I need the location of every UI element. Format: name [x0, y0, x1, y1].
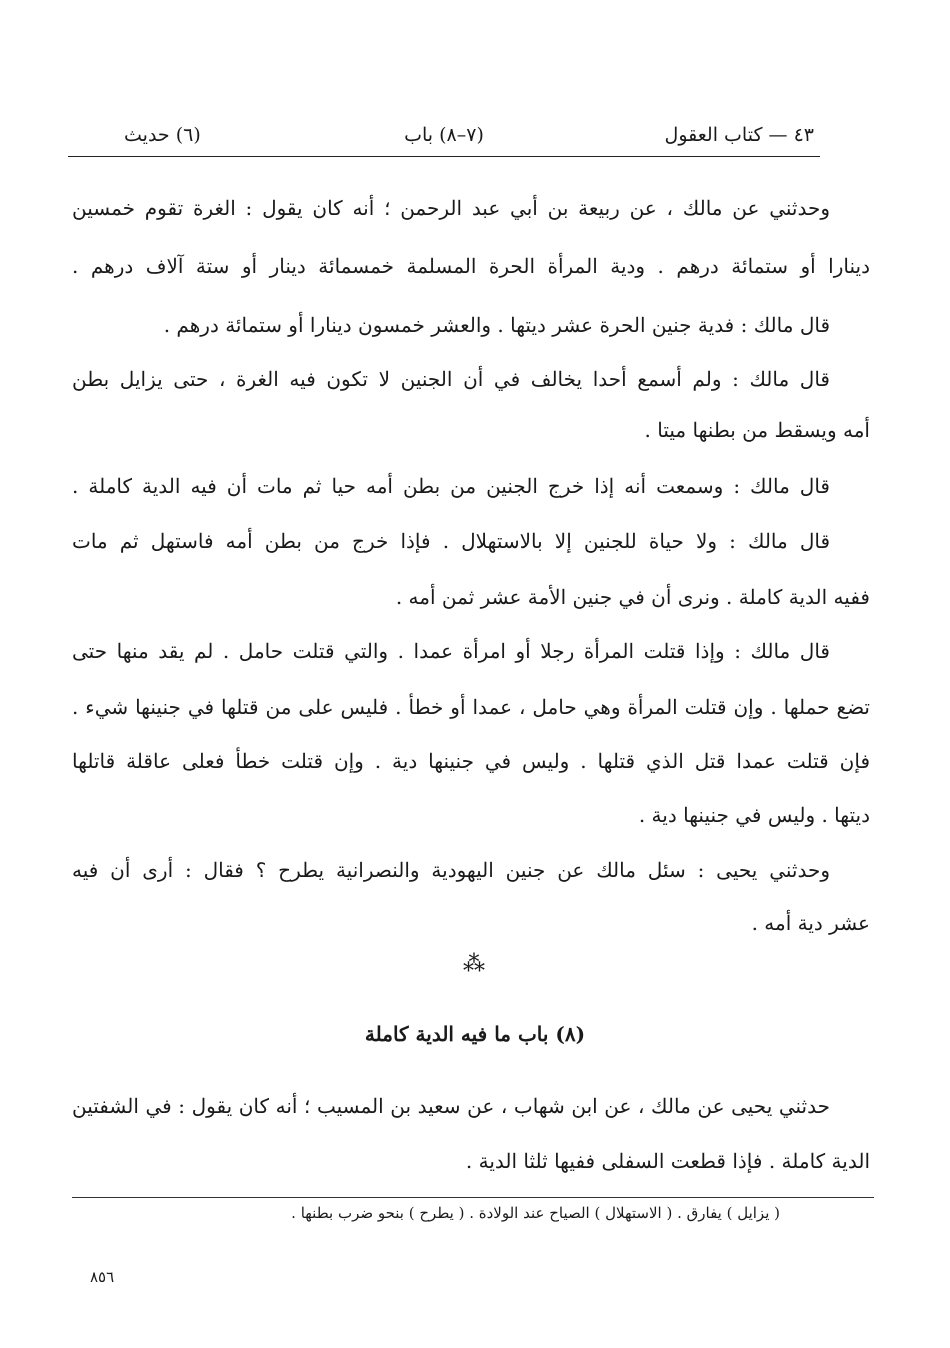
- header-book-title: ٤٣ — كتاب العقول: [664, 124, 814, 146]
- text-line: قال مالك : ولم أسمع أحدا يخالف في أن الجنين لا تكون فيه الغرة ، حتى يزايل بطن: [72, 367, 830, 391]
- section-ornament: ⁂: [463, 952, 487, 977]
- page-header: [68, 120, 820, 157]
- text-line: قال مالك : وسمعت أنه إذا خرج الجنين من بطن أمه حيا ثم مات أن فيه الدية كاملة .: [72, 474, 830, 498]
- text-line: عشر دية أمه .: [751, 911, 870, 935]
- text-line: تضع حملها . وإن قتلت المرأة وهي حامل ، عمدا أو خطأ . فليس على من قتلها في جنينها شيء .: [72, 695, 870, 719]
- text-line: وحدثني عن مالك ، عن ربيعة بن أبي عبد الرحمن ؛ أنه كان يقول : الغرة تقوم خمسين: [72, 196, 830, 220]
- text-line: ففيه الدية كاملة . ونرى أن في جنين الأمة عشر ثمن أمه .: [395, 585, 870, 609]
- text-line: ديتها . وليس في جنينها دية .: [638, 803, 870, 827]
- footnote: ( يزايل ) يفارق . ( الاستهلال ) الصياح عند الولادة . ( يطرح ) بنحو ضرب بطنها .: [291, 1204, 780, 1222]
- text-line: قال مالك : ولا حياة للجنين إلا بالاستهلال . فإذا خرج من بطن أمه فاستهل ثم مات: [72, 529, 830, 553]
- text-line: أمه ويسقط من بطنها ميتا .: [644, 418, 870, 442]
- page-number: ٨٥٦: [90, 1268, 115, 1286]
- text-line: قال مالك : وإذا قتلت المرأة رجلا أو امرأة عمدا . والتي قتلت حامل . لم يقد منها حتى: [72, 639, 830, 663]
- text-line: الدية كاملة . فإذا قطعت السفلى ففيها ثلثا الدية .: [465, 1149, 870, 1173]
- text-line: فإن قتلت عمدا قتل الذي قتلها . وليس في جنينها دية . وإن قتلت خطأ فعلى عاقلة قاتلها: [72, 749, 870, 773]
- header-chapter: (٧–٨) باب: [404, 124, 484, 146]
- footnote-divider: [72, 1197, 874, 1198]
- text-line: قال مالك : فدية جنين الحرة عشر ديتها . والعشر خمسون دينارا أو ستمائة درهم .: [163, 313, 830, 337]
- header-hadith-number: (٦) حديث: [124, 124, 201, 146]
- text-line: حدثني يحيى عن مالك ، عن ابن شهاب ، عن سعيد بن المسيب ؛ أنه كان يقول : في الشفتين: [72, 1094, 830, 1118]
- text-line: وحدثني يحيى : سئل مالك عن جنين اليهودية والنصرانية يطرح ؟ فقال : أرى أن فيه: [72, 858, 830, 882]
- section-title: (٨) باب ما فيه الدية كاملة: [364, 1022, 586, 1046]
- text-line: دينارا أو ستمائة درهم . ودية المرأة الحرة المسلمة خمسمائة دينار أو ستة آلاف درهم .: [72, 254, 870, 278]
